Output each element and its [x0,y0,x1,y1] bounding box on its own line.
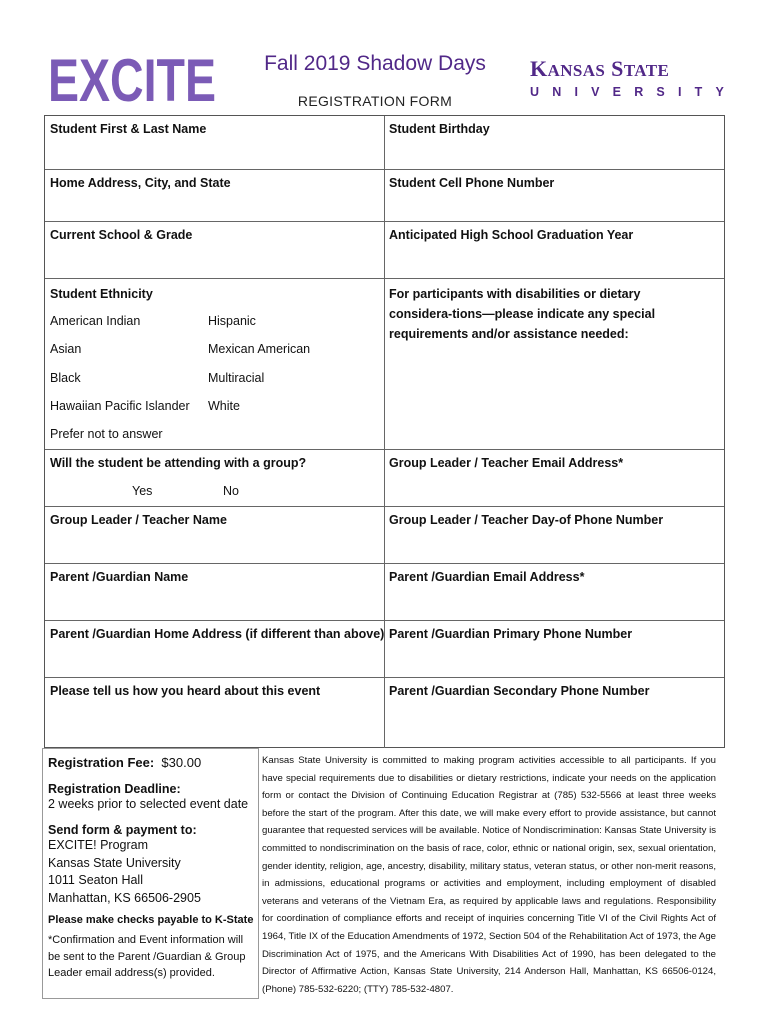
field-label: Parent /Guardian Secondary Phone Number [389,684,650,698]
form-row [45,677,724,748]
address-line: 1011 Seaton Hall [48,873,143,887]
deadline-value: 2 weeks prior to selected event date [48,797,249,811]
field-label: Parent /Guardian Email Address* [389,570,585,584]
grad-year-field[interactable] [385,222,724,278]
parent-secondary-phone-field[interactable] [385,678,724,748]
form-subtitle: REGISTRATION FORM [297,93,453,109]
student-cell-field[interactable] [385,170,724,221]
student-birthday-field[interactable] [385,116,724,169]
parent-primary-phone-field[interactable] [385,621,724,677]
ethnicity-option[interactable]: Prefer not to answer [50,427,163,441]
ethnicity-option[interactable]: American Indian [50,314,141,328]
home-address-field[interactable] [45,170,385,221]
deadline-label: Registration Deadline: [48,782,181,796]
parent-email-field[interactable] [385,564,724,620]
registration-info-box [42,748,259,999]
current-school-field[interactable] [45,222,385,278]
heard-about-field[interactable] [45,678,385,748]
excite-logo [48,44,216,114]
address-line: Manhattan, KS 66506-2905 [48,890,201,905]
mailing-address [48,837,258,907]
field-label: Parent /Guardian Primary Phone Number [389,627,633,641]
group-leader-phone-field[interactable] [385,507,724,563]
registration-fee [48,755,258,770]
group-leader-name-field[interactable] [45,507,385,563]
field-label: Student Cell Phone Number [389,176,555,190]
form-row [45,506,724,563]
ethnicity-option[interactable]: Multiracial [208,371,265,385]
checks-payable: Please make checks payable to K-State [48,914,254,926]
kansas-state-logo [530,56,738,99]
ethnicity-option[interactable]: Hawaiian Pacific Islander [50,399,190,413]
field-label: Parent /Guardian Home Address (if different than above) [50,627,385,641]
form-row [45,221,724,278]
field-label: Parent /Guardian Name [50,570,189,584]
field-label: Student Birthday [389,122,490,136]
form-title: Fall 2019 Shadow Days [264,52,486,75]
address-line: Kansas State University [48,855,181,870]
ethnicity-option[interactable]: Asian [50,342,82,356]
university-name: KANSAS STATE [530,56,670,81]
group-leader-email-field[interactable] [385,450,724,506]
form-row [45,620,724,677]
send-label: Send form & payment to: [48,823,197,837]
svg-text:EXCITE: EXCITE [48,47,216,114]
parent-address-field[interactable] [45,621,385,677]
field-label: Group Leader / Teacher Day-of Phone Number [389,513,664,527]
form-row [45,116,724,169]
group-question-field [45,450,385,506]
nondiscrimination-notice: Kansas State University is committed to making program activities accessible to all participants. If you have special requirements due to disabilities or dietary restrictions, indicate your needs on the application form or contact the Division of Continuing Education Registrar at (785) 532-5566 at least three weeks before the start of the program. After this date, we will make every effort to provide assistance, but cannot guarantee that requested services will be available. Notice of Nondiscrimination: Kansas State University is committed to nondiscrimination on the basis of race, color, ethnic or national origin, sex, sexual orientation, gender identity, religion, age, ancestry, disability, military status, veteran status, or other non-merit reasons, in admissions, educational programs or activities and employment, including employment of disabled veterans and veterans of the Vietnam Era, as required by applicable laws and regulations. Responsibility for coordination of compliance efforts and receipt of inquiries concerning Title VI of the Civil Rights Act of 1964, Title IX of the Education Amendments of 1972, Section 504 of the Rehabilitation Act of 1973, the Age Discrimination Act of 1975, and the Americans With Disabilities Act of 1990, has been delegated to the Director of Affirmative Action, Kansas State University, 214 Anderson Hall, Manhattan, KS 66506-0124, (Phone) 785-532-6220; (TTY) 785-532-4807. [262,755,716,995]
registration-form-grid [44,115,725,748]
parent-name-field[interactable] [45,564,385,620]
confirmation-note: *Confirmation and Event information will be sent to the Parent /Guardian & Group Leader email address(s) provided. [48,934,246,979]
group-no-option[interactable]: No [223,484,239,498]
disabilities-field[interactable] [385,279,724,449]
field-label: Will the student be attending with a group? [50,456,307,470]
ethnicity-field [45,279,385,449]
field-label: Student Ethnicity [50,287,153,301]
field-label: Group Leader / Teacher Name [50,513,227,527]
field-label: For participants with disabilities or dietary considera-tions—please indicate any special requirements and/or assistance needed: [389,287,656,341]
field-label: Current School & Grade [50,228,193,242]
field-label: Please tell us how you heard about this event [50,684,321,698]
ethnicity-option[interactable]: Mexican American [208,342,311,356]
form-row [45,563,724,620]
ethnicity-option[interactable]: White [208,399,240,413]
field-label: Group Leader / Teacher Email Address* [389,456,624,470]
ethnicity-option[interactable]: Black [50,371,81,385]
field-label: Anticipated High School Graduation Year [389,228,634,242]
address-line: EXCITE! Program [48,838,149,852]
student-name-field[interactable] [45,116,385,169]
form-row [45,169,724,221]
form-row [45,449,724,506]
ethnicity-option[interactable]: Hispanic [208,314,256,328]
university-sub: UNIVERSITY [530,85,738,99]
group-yes-option[interactable]: Yes [132,484,153,498]
field-label: Home Address, City, and State [50,176,231,190]
form-row [45,278,724,449]
fee-label: Registration Fee: [48,755,155,770]
fee-amount: $30.00 [161,755,202,770]
field-label: Student First & Last Name [50,122,207,136]
